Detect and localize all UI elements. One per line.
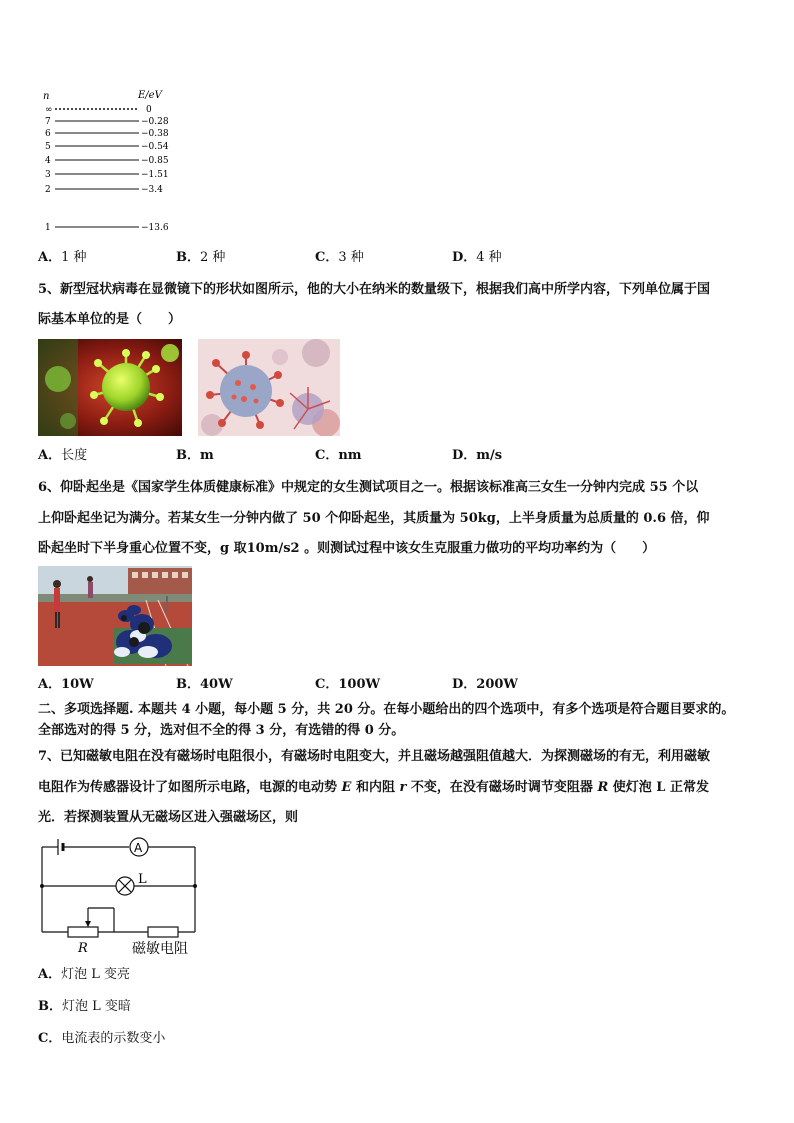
q7-option-b[interactable] (38, 999, 131, 1015)
section2-heading-line1: 二、多项选择题. 本题共 4 小题，每小题 5 分，共 20 分。在每小题给出的四个选项中，有多个选项是符合题目要求的。 (38, 702, 735, 717)
q5-option-a[interactable] (38, 448, 87, 464)
emf-symbol: E (341, 780, 352, 795)
q7-stem-line3: 光．若探测装置从无磁场区进入强磁场区，则 (38, 810, 299, 825)
option-letter: B． (38, 999, 62, 1014)
level-n-label: 3 (45, 170, 51, 180)
rheostat-symbol: R (597, 780, 609, 795)
ammeter-label: A (134, 841, 143, 855)
q6-stem-line3: 卧起坐时下半身重心位置不变，g 取10m/s2 。则测试过程中该女生克服重力做功的平均功率约为（ ） (38, 541, 656, 556)
q5-stem-line1: 5、新型冠状病毒在显微镜下的形状如图所示，他的大小在纳米的数量级下，根据我们高中所学内容，下列单位属于国 (38, 282, 711, 297)
rheostat-icon (68, 927, 98, 937)
level-n-label: 1 (45, 223, 51, 233)
option-letter: B． (176, 677, 200, 692)
lamp-label: L (138, 872, 147, 887)
energy-levels (45, 105, 169, 233)
section2-heading-line2: 全部选对的得 5 分，选对但不全的得 3 分，有选错的得 0 分。 (38, 723, 405, 738)
option-value: 4 种 (476, 250, 502, 265)
option-value: 电流表的示数变小 (61, 1031, 166, 1046)
option-value: 2 种 (200, 250, 226, 265)
magnetoresistor-icon (148, 927, 178, 937)
q5-option-d[interactable] (452, 448, 502, 464)
q6-stem-line2: 上仰卧起坐记为满分。若某女生一分钟内做了 50 个仰卧起坐，其质量为 50kg，上半身质量为总质量的 0.6 倍，仰 (38, 511, 710, 526)
q4-option-b[interactable] (176, 250, 225, 266)
q5-option-c[interactable] (315, 448, 362, 464)
q5-stem-line2: 际基本单位的是（ ） (38, 312, 182, 327)
energy-level-diagram (38, 86, 188, 238)
q7-stem-line2: 电阻作为传感器设计了如图所示电路，电源的电动势 E 和内阻 r 不变，在没有磁场时调节变阻器 R 使灯泡 L 正常发 (38, 780, 709, 795)
energy-axis-label: E/eV (138, 90, 162, 101)
option-letter: C． (38, 1031, 62, 1046)
option-value: 灯泡 L 变亮 (61, 967, 130, 982)
option-letter: D． (452, 448, 477, 463)
internal-resistance-symbol: r (399, 780, 407, 795)
option-value: 长度 (61, 448, 88, 463)
q6-option-b[interactable] (176, 677, 233, 693)
option-letter: A． (38, 677, 62, 692)
level-energy-label: 0 (146, 105, 152, 115)
option-value: 灯泡 L 变暗 (62, 999, 131, 1014)
q6-option-d[interactable] (452, 677, 518, 693)
level-n-label: 6 (45, 129, 51, 139)
option-letter: B． (176, 448, 200, 463)
option-value: m (200, 448, 214, 463)
option-letter: A． (38, 250, 62, 265)
level-n-label: ∞ (45, 105, 53, 115)
situp-test-photo (38, 566, 192, 666)
q6-stem-line1: 6、仰卧起坐是《国家学生体质健康标准》中规定的女生测试项目之一。根据该标准高三女生一分钟内完成 55 个以 (38, 480, 699, 495)
option-value: nm (338, 448, 362, 463)
level-energy-label: −1.51 (141, 170, 169, 180)
level-energy-label: −0.38 (141, 129, 169, 139)
option-letter: C． (315, 448, 339, 463)
option-letter: D． (452, 677, 477, 692)
q6-option-c[interactable] (315, 677, 380, 693)
q4-option-d[interactable] (452, 250, 502, 266)
option-value: 3 种 (338, 250, 364, 265)
option-value: 10W (61, 677, 94, 692)
q5-option-b[interactable] (176, 448, 214, 464)
q4-option-c[interactable] (315, 250, 364, 266)
option-letter: A． (38, 967, 62, 982)
q4-option-a[interactable] (38, 250, 87, 266)
q7-option-c[interactable] (38, 1031, 165, 1047)
rheostat-label: R (78, 941, 88, 956)
level-energy-label: −3.4 (141, 185, 163, 195)
option-letter: D． (452, 250, 477, 265)
option-letter: B． (176, 250, 200, 265)
virus-image-green (38, 339, 182, 436)
level-n-label: 7 (45, 117, 51, 127)
virus-image-pink (198, 339, 340, 436)
option-value: 100W (338, 677, 381, 692)
magnetoresistor-label: 磁敏电阻 (132, 941, 188, 957)
level-n-label: 2 (45, 185, 51, 195)
option-value: 200W (476, 677, 519, 692)
option-letter: C． (315, 677, 339, 692)
n-axis-label: n (43, 91, 50, 102)
level-energy-label: −13.6 (141, 223, 169, 233)
option-letter: A． (38, 448, 62, 463)
circuit-diagram (36, 836, 204, 958)
q7-option-a[interactable] (38, 967, 130, 983)
q6-option-a[interactable] (38, 677, 94, 693)
level-energy-label: −0.85 (141, 156, 169, 166)
level-energy-label: −0.54 (141, 142, 169, 152)
option-letter: C． (315, 250, 339, 265)
option-value: 1 种 (61, 250, 87, 265)
option-value: 40W (200, 677, 233, 692)
q7-stem-line1: 7、已知磁敏电阻在没有磁场时电阻很小，有磁场时电阻变大，并且磁场越强阻值越大．为探测磁场的有无，利用磁敏 (38, 749, 711, 764)
level-n-label: 5 (45, 142, 51, 152)
level-n-label: 4 (45, 156, 51, 166)
level-energy-label: −0.28 (141, 117, 169, 127)
option-value: m/s (476, 448, 503, 463)
